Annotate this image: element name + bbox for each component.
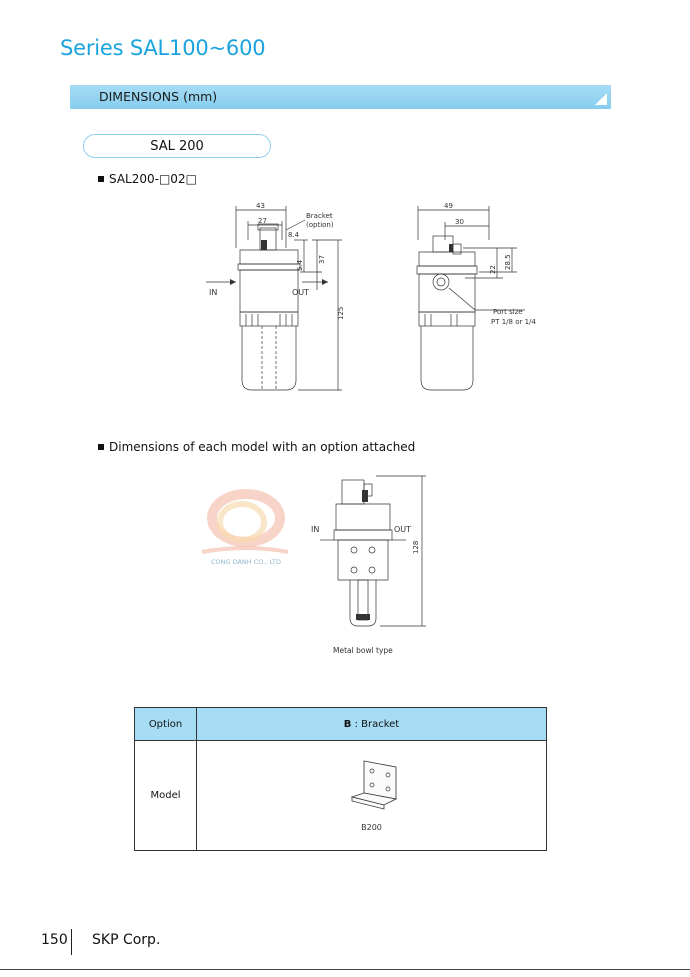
watermark-logo (196, 482, 296, 572)
dim-22: 22 (489, 265, 497, 274)
out-label: OUT (292, 288, 310, 297)
dim-30: 30 (455, 218, 464, 226)
bracket-cell (197, 741, 547, 851)
in-label: IN (209, 288, 218, 297)
dimensions-banner (70, 85, 611, 109)
bracket-label: Bracket (306, 212, 333, 220)
corner-fold-icon (595, 93, 607, 105)
dim-128: 128 (412, 540, 420, 554)
front-view-drawing (200, 200, 360, 400)
bracket-header (197, 708, 547, 741)
bracket-option-label: (option) (306, 221, 334, 229)
dimensions-label: DIMENSIONS (mm) (99, 89, 218, 104)
dim-28-5: 28.5 (504, 254, 512, 270)
bullet-square-icon (98, 444, 104, 450)
option-table (134, 707, 547, 851)
side-view-drawing (405, 200, 555, 400)
bracket-name: : Bracket (351, 718, 400, 730)
footer-divider (71, 929, 72, 955)
option-in-label: IN (311, 525, 320, 534)
dim-27: 27 (258, 217, 267, 225)
option-header: Option (135, 708, 197, 741)
model-name: SAL 200 (150, 139, 204, 154)
model-row-label: Model (135, 741, 197, 851)
bracket-icon (342, 757, 412, 817)
model-pill (83, 134, 271, 158)
dim-49: 49 (444, 202, 453, 210)
bullet-square-icon (98, 176, 104, 182)
bottom-rule (0, 969, 690, 970)
dim-43: 43 (256, 202, 265, 210)
model-code: SAL200-□02□ (109, 172, 197, 186)
bracket-model-label: B200 (361, 823, 382, 832)
company-name: SKP Corp. (92, 932, 161, 948)
watermark-text: CONG DANH CO., LTD (210, 558, 282, 566)
bracket-code: B (343, 718, 352, 730)
dim-125: 125 (337, 306, 345, 320)
option-section-heading (98, 440, 415, 454)
series-title: Series SAL100~600 (60, 36, 266, 60)
dim-5-4: 5.4 (296, 259, 304, 271)
option-out-label: OUT (394, 525, 412, 534)
dim-8-4: 8.4 (288, 231, 300, 239)
port-size-label: Port size (493, 308, 523, 316)
option-drawing (300, 470, 440, 660)
page-number: 150 (41, 932, 68, 948)
port-thread-label: PT 1/8 or 1/4 (491, 318, 536, 326)
metal-bowl-caption: Metal bowl type (333, 646, 393, 655)
dim-37: 37 (318, 255, 326, 264)
model-code-line (98, 172, 197, 186)
option-heading-text: Dimensions of each model with an option attached (109, 440, 416, 454)
